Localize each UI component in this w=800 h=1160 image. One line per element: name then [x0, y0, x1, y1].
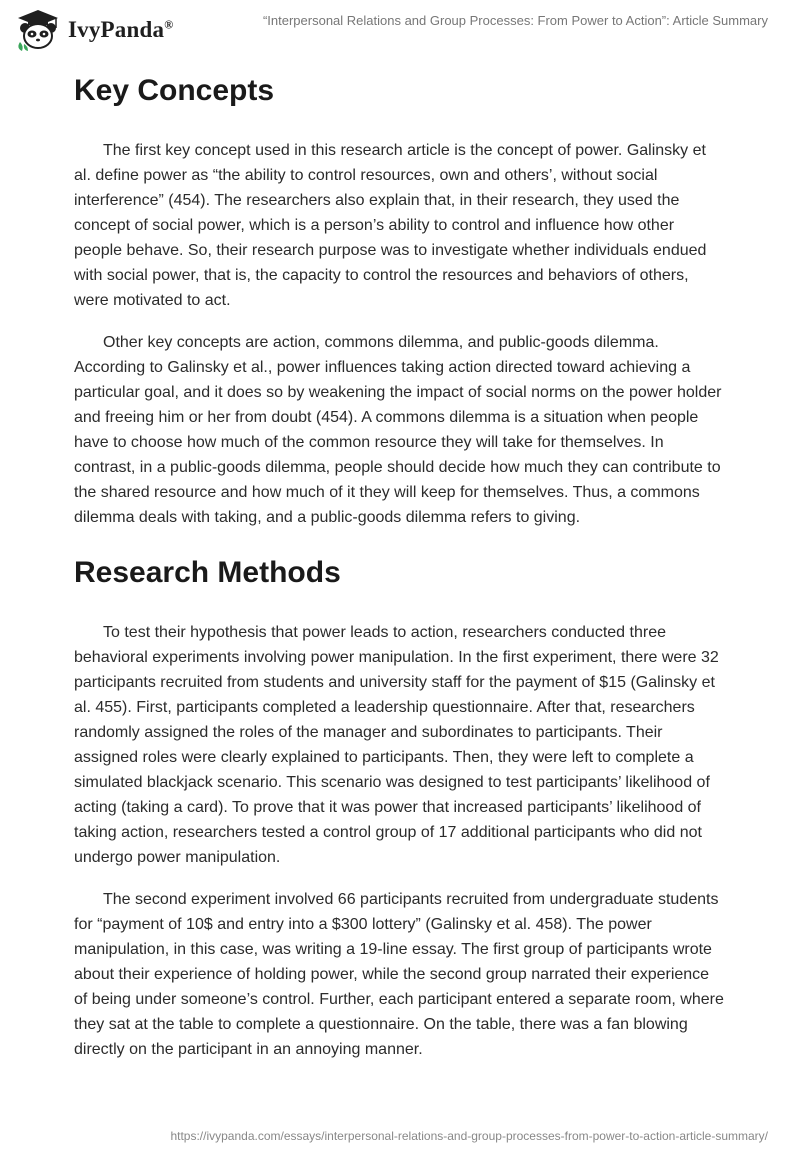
- ivypanda-logo[interactable]: [14, 8, 173, 52]
- section-heading-research-methods: Research Methods: [74, 556, 341, 589]
- article-body: [74, 70, 726, 1062]
- logo-wordmark: IvyPanda®: [68, 17, 174, 42]
- paragraph: The second experiment involved 66 participants recruited from undergraduate students for “payment of 10$ and entry into a $300 lottery” (Galinsky et al. 458). The power manipulation, in this case, was writing a 19-line essay. The first group of participants wrote about their experience of holding power, while the second group narrated their experience of being under someone’s control. Further, each participant entered a separate room, where they sat at the table to complete a questionnaire. On the table, there was a fan blowing directly on the participant in an annoying manner.: [74, 891, 724, 1058]
- page-header: [0, 0, 800, 64]
- panda-graduate-icon: [14, 8, 62, 52]
- paragraph: The first key concept used in this research article is the concept of power. Galinsky et al. define power as “the ability to control resources, own and others’, without social interference” (454). The researchers also explain that, in their research, they used the concept of social power, which is a person’s ability to control and influence how other people behave. So, their research purpose was to investigate whether individuals endued with social power, that is, the capacity to control the resources and behaviors of others, were motivated to act.: [74, 142, 707, 309]
- paragraph: To test their hypothesis that power leads to action, researchers conducted three behavioral experiments involving power manipulation. In the first experiment, there were 32 participants recruited from students and university staff for the payment of $15 (Galinsky et al. 455). First, participants completed a leadership questionnaire. After that, researchers randomly assigned the roles of the manager and subordinates to participants. Their assigned roles were clearly explained to participants. Then, they were left to complete a simulated blackjack scenario. This scenario was designed to test participants’ likelihood of acting (taking a card). To prove that it was power that increased participants’ likelihood of taking action, researchers tested a control group of 17 additional participants who did not undergo power manipulation.: [74, 624, 719, 866]
- paragraph: Other key concepts are action, commons dilemma, and public-goods dilemma. According to Galinsky et al., power influences taking action directed toward achieving a particular goal, and it does so by weakening the impact of social norms on the power holder and freeing him or her from doubt (454). A commons dilemma is a situation when people have to choose how much of the common resource they will take for themselves. In contrast, in a public-goods dilemma, people should decide how much they can contribute to the shared resource and how much of it they will keep for themselves. Thus, a commons dilemma deals with taking, and a public-goods dilemma refers to giving.: [74, 334, 722, 526]
- section-heading-key-concepts: Key Concepts: [74, 74, 275, 107]
- source-url[interactable]: https://ivypanda.com/essays/interpersonal-relations-and-group-processes-from-power-to-action-article-summary/: [170, 1129, 768, 1143]
- document-title: “Interpersonal Relations and Group Processes: From Power to Action”: Article Summary: [262, 13, 768, 28]
